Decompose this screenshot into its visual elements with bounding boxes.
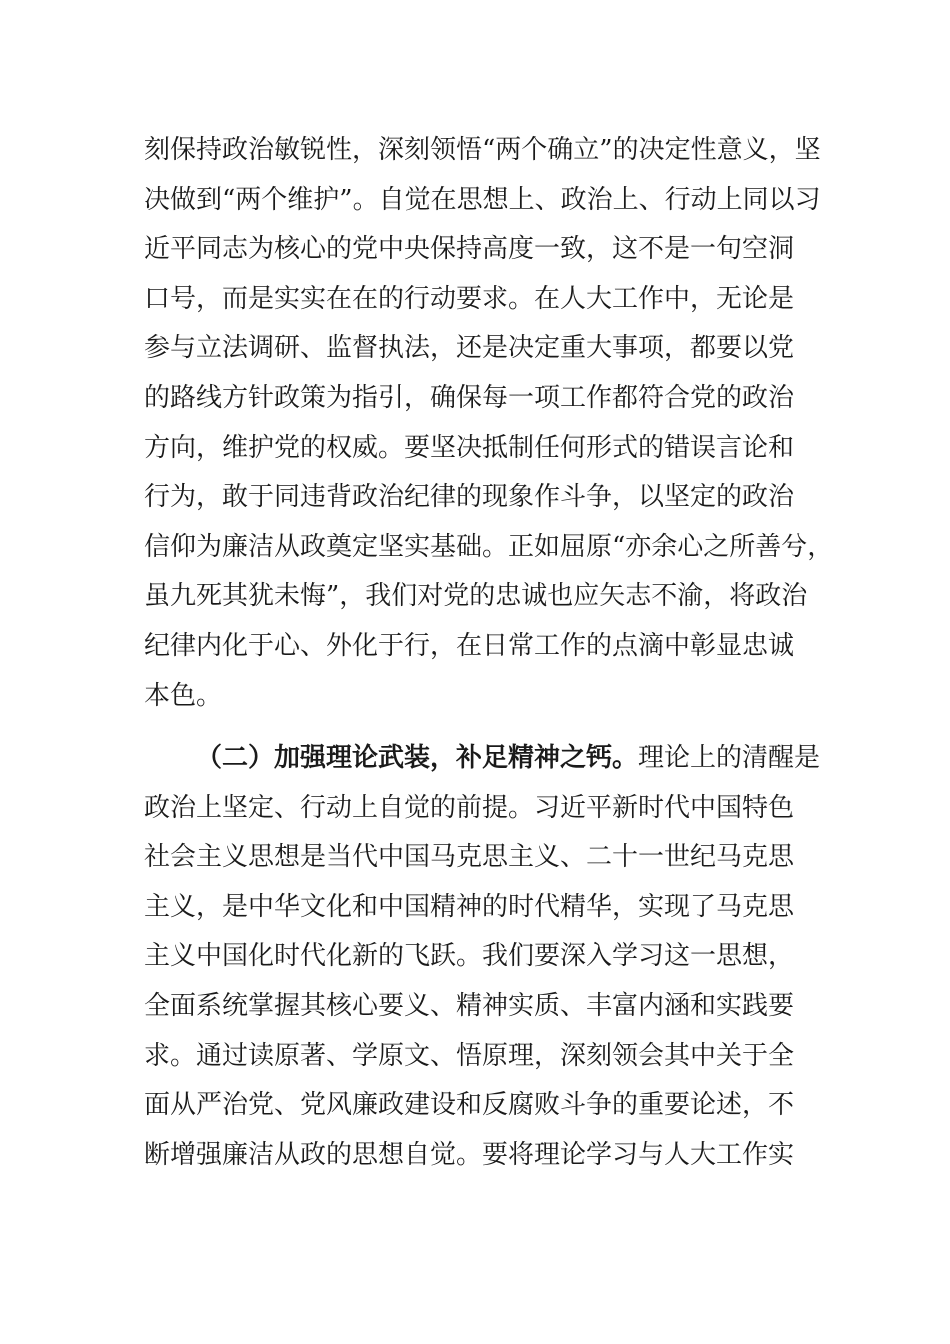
text-line: 行为，敢于同违背政治纪律的现象作斗争，以坚定的政治 xyxy=(144,482,795,513)
text-line: 参与立法调研、监督执法，还是决定重大事项，都要以党 xyxy=(144,333,795,364)
text-line: 口号，而是实实在在的行动要求。在人大工作中，无论是 xyxy=(144,283,795,314)
section-heading: （二）加强理论武装，补足精神之钙。 xyxy=(196,743,639,773)
text-line: 面从严治党、党风廉政建设和反腐败斗争的重要论述，不 xyxy=(144,1090,795,1121)
paragraph-first-line xyxy=(144,734,821,784)
text-run: 理论上的清醒是 xyxy=(638,743,821,773)
text-line: 断增强廉洁从政的思想自觉。要将理论学习与人大工作实 xyxy=(144,1139,795,1170)
text-line: 的路线方针政策为指引，确保每一项工作都符合党的政治 xyxy=(144,382,795,413)
text-line: 刻保持政治敏锐性，深刻领悟“两个确立”的决定性意义，坚 xyxy=(144,135,821,165)
text-line: 虽九死其犹未悔”，我们对党的忠诚也应矢志不渝，将政治 xyxy=(144,581,808,612)
text-line: 纪律内化于心、外化于行，在日常工作的点滴中彰显忠诚 xyxy=(144,630,795,661)
text-line: 方向，维护党的权威。要坚决抵制任何形式的错误言论和 xyxy=(144,432,795,463)
text-line: 主义中国化时代化新的飞跃。我们要深入学习这一思想， xyxy=(144,941,795,972)
text-line: 决做到“两个维护”。自觉在思想上、政治上、行动上同以习 xyxy=(144,184,821,215)
text-line: 近平同志为核心的党中央保持高度一致，这不是一句空洞 xyxy=(144,234,795,265)
paragraph-2 xyxy=(144,734,821,1180)
text-line: 社会主义思想是当代中国马克思主义、二十一世纪马克思 xyxy=(144,842,795,873)
text-line: 求。通过读原著、学原文、悟原理，深刻领会其中关于全 xyxy=(144,1040,795,1071)
text-line: 全面系统掌握其核心要义、精神实质、丰富内涵和实践要 xyxy=(144,990,795,1021)
text-line: 本色。 xyxy=(144,680,223,711)
paragraph-1 xyxy=(144,126,834,721)
text-line: 信仰为廉洁从政奠定坚实基础。正如屈原“亦余心之所善兮， xyxy=(144,531,834,562)
text-line: 主义，是中华文化和中国精神的时代精华，实现了马克思 xyxy=(144,891,795,922)
text-line: 政治上坚定、行动上自觉的前提。习近平新时代中国特色 xyxy=(144,792,795,823)
